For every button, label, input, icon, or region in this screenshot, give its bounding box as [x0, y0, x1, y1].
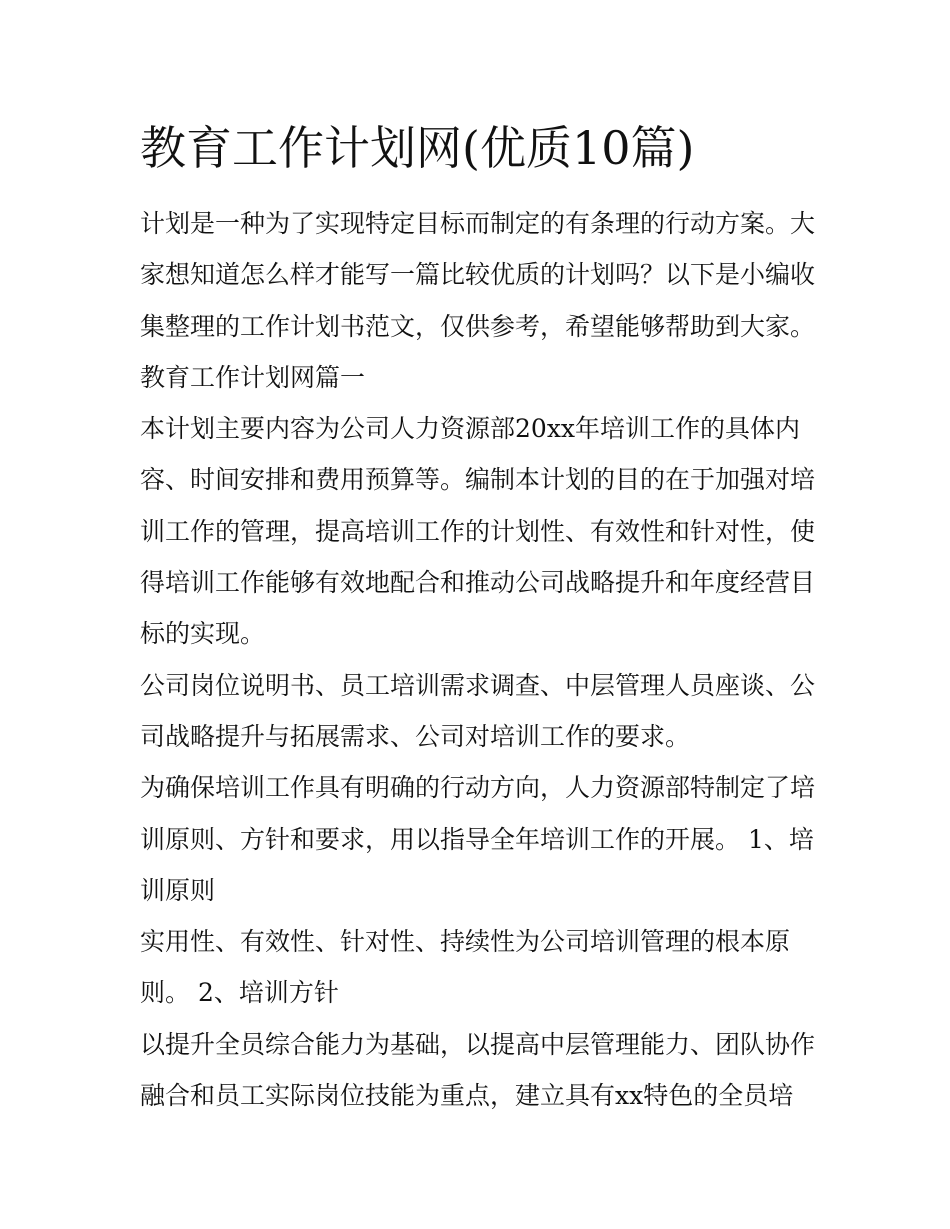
body-line: 为确保培训工作具有明确的行动方向，人力资源部特制定了培: [140, 773, 816, 803]
body-line: 计划是一种为了实现特定目标而制定的有条理的行动方案。大: [140, 209, 816, 238]
body-line: 本计划主要内容为公司人力资源部20xx年培训工作的具体内: [140, 414, 801, 444]
body-line: 集整理的工作计划书范文，仅供参考，希望能够帮助到大家。: [140, 311, 816, 341]
body-line: 融合和员工实际岗位技能为重点，建立具有xx特色的全员培: [140, 1081, 794, 1111]
document-page: [140, 113, 830, 1121]
body-line: 实用性、有效性、针对性、持续性为公司培训管理的根本原: [140, 927, 791, 957]
body-line: 司战略提升与拓展需求、公司对培训工作的要求。: [140, 721, 691, 751]
body-line: 家想知道怎么样才能写一篇比较优质的计划吗？以下是小编收: [140, 260, 816, 290]
body-line: 训工作的管理，提高培训工作的计划性、有效性和针对性，使: [140, 516, 816, 546]
body-line: 以提升全员综合能力为基础，以提高中层管理能力、团队协作: [140, 1029, 816, 1059]
body-line: 训原则、方针和要求，用以指导全年培训工作的开展。 1、培: [140, 824, 814, 854]
document-title: 教育工作计划网(优质10篇): [140, 121, 695, 175]
body-line: 训原则: [140, 875, 216, 905]
section-heading: 教育工作计划网篇一: [140, 362, 366, 392]
body-line: 容、时间安排和费用预算等。编制本计划的目的在于加强对培: [140, 465, 816, 495]
body-line: 标的实现。: [140, 619, 266, 649]
body-line: 得培训工作能够有效地配合和推动公司战略提升和年度经营目: [140, 568, 816, 598]
body-line: 则。 2、培训方针: [140, 978, 339, 1008]
document-body: [140, 198, 830, 1121]
body-line: 公司岗位说明书、员工培训需求调查、中层管理人员座谈、公: [140, 670, 816, 700]
